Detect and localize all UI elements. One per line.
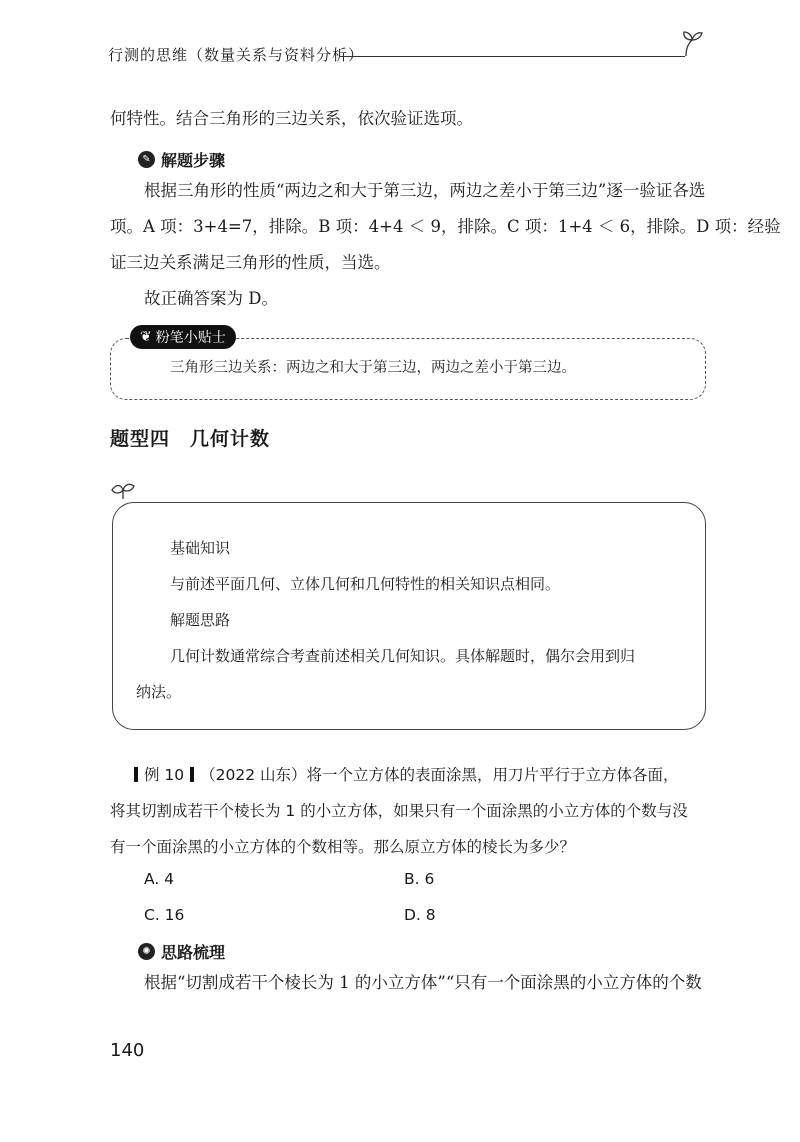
topic-title: 题型四 几何计数	[110, 428, 271, 450]
thinking-line: 根据“切割成若干个棱长为 1 的小立方体”“只有一个面涂黑的小立方体的个数	[144, 973, 702, 992]
page-number: 140	[110, 1040, 145, 1061]
header-rule	[340, 56, 685, 57]
answer-line: 故正确答案为 D。	[144, 289, 278, 308]
thinking-heading-text: 思路梳理	[161, 943, 226, 962]
option-c: C. 16	[144, 906, 185, 924]
example-first-line	[128, 756, 679, 794]
example-bar-right	[190, 767, 194, 782]
tip-badge	[130, 325, 236, 349]
solution-line-2: 项。A 项：3+4=7，排除。B 项：4+4 ＜ 9，排除。C 项：1+4 ＜ 6，排除。D 项：经验	[110, 217, 781, 236]
running-header: 行测的思维（数量关系与资料分析）	[108, 46, 365, 64]
steps-icon: ✎	[138, 151, 155, 168]
option-b: B. 6	[404, 870, 435, 888]
approach-line-2: 纳法。	[136, 683, 182, 701]
example-source: （2022 山东）	[200, 766, 307, 784]
intro-line: 何特性。结合三角形的三边关系，依次验证选项。	[110, 109, 473, 128]
basic-text: 与前述平面几何、立体几何和几何特性的相关知识点相同。	[170, 575, 561, 593]
example-line-1: 将一个立方体的表面涂黑，用刀片平行于立方体各面，	[306, 766, 679, 784]
approach-heading: 解题思路	[170, 611, 231, 629]
solution-heading-text: 解题步骤	[161, 151, 226, 170]
solution-heading	[138, 148, 225, 171]
tip-text: 三角形三边关系：两边之和大于第三边，两边之差小于第三边。	[170, 360, 576, 376]
option-d: D. 8	[404, 906, 436, 924]
thinking-heading	[138, 940, 225, 963]
sprout-icon	[110, 478, 136, 500]
solution-line-3: 证三边关系满足三角形的性质，当选。	[110, 253, 391, 272]
solution-line-1: 根据三角形的性质“两边之和大于第三边，两边之差小于第三边”逐一验证各选	[144, 181, 706, 200]
sprout-icon	[680, 28, 704, 60]
option-a: A. 4	[144, 870, 175, 888]
gear-icon: ✺	[138, 943, 155, 960]
basic-heading: 基础知识	[170, 539, 231, 557]
tip-badge-label: 粉笔小贴士	[155, 330, 226, 346]
example-bar-left	[134, 767, 138, 782]
example-line-2: 将其切割成若干个棱长为 1 的小立方体，如果只有一个面涂黑的小立方体的个数与没	[110, 802, 688, 820]
tip-sprout-icon: ❦	[140, 329, 152, 345]
example-label: 例 10	[144, 766, 185, 784]
example-line-3: 有一个面涂黑的小立方体的个数相等。那么原立方体的棱长为多少？	[110, 838, 576, 856]
approach-line-1: 几何计数通常综合考查前述相关几何知识。具体解题时，偶尔会用到归	[170, 647, 636, 665]
